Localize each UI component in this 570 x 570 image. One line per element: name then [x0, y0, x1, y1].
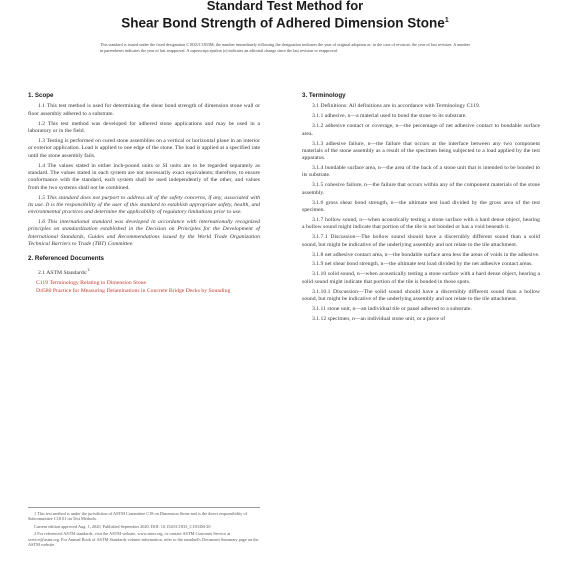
footnote: 1 This test method is under the jurisdiction of ASTM Committee C18 on Dimension Stone and is the direct responsibility of Subcommittee C18.01 on Test Methods.: [28, 511, 248, 522]
astm-standards-subheading: [28, 266, 260, 277]
terminology-paragraph: 3.1.10 solid sound, n—when acoustically testing a stone surface with a hard dense object, hearing a solid sound might indicate that portion of the tile is bonded in those spots.: [302, 271, 540, 285]
scope-paragraph: 1.3 Testing is performed on cured stone assemblies on a vertical or horizontal plane in an interior or exterior application. Load is applied to one edge of the stone. The load is applied at a specified rate until the stone assembly fails.: [28, 137, 260, 159]
terminology-paragraph: 3.1.7 hollow sound, n—when acoustically testing a stone surface with a hard dense object, hearing a hollow sound might indicate that portion of the tile is not bonded or has a void beneath it.: [302, 216, 540, 231]
terminology-paragraph: 3.1.5 cohesive failure, n—the failure that occurs within any of the component materials of the stone assembly.: [302, 182, 540, 196]
terminology-paragraph: 3.1.11 stone unit, n—an individual tile or panel adhered to a substrate.: [312, 305, 472, 312]
left-column: [28, 92, 260, 296]
reference-item[interactable]: [28, 280, 260, 287]
scope-heading: 1. Scope: [28, 92, 54, 99]
document-title: [0, 0, 570, 32]
astm-standards-label: 2.1 ASTM Standards:: [38, 269, 88, 276]
terminology-paragraph: 3.1.2 adhesive contact or coverage, n—the percentage of net adhesive contact to bondable surface area.: [302, 123, 540, 137]
terminology-paragraph: 3.1.12 specimen, n—an individual stone unit, or a piece of: [312, 315, 446, 322]
terminology-paragraph: 3.1.6 gross shear bond strength, n—the ultimate test load divided by the gross area of the test specimen.: [302, 199, 540, 214]
title-text: Shear Bond Strength of Adhered Dimension Stone: [121, 15, 445, 31]
terminology-paragraph: 3.1.10.1 Discussion—The solid sound should have a discernibly different sound than a hollow sound, but might be indicative of the underlying assembly and not relate to the tile attachment.: [302, 288, 540, 303]
scope-paragraph: 1.6 This international standard was developed in accordance with internationally recognized principles on standardization established in the Decision on Principles for the Development of International Standards, Guides and Recommendations issued by the World Trade Organization Technical Barriers to Trade (TBT) Committee.: [28, 219, 260, 248]
terminology-heading: 3. Terminology: [302, 92, 346, 99]
title-line-2: [0, 13, 570, 32]
referenced-documents-heading: 2. Referenced Documents: [28, 254, 104, 262]
scope-paragraph: 1.2 This test method was developed for adhered stone applications and may be used in a laboratory or in the field.: [28, 120, 260, 134]
footnote: 2 For referenced ASTM standards, visit the ASTM website, www.astm.org, or contact ASTM Customer Service at service@astm.org. For Annual Book of ASTM Standards volume information, refer to the standard's Document Summary page on the ASTM website.: [28, 531, 259, 548]
terminology-paragraph: 3.1 Definitions: All definitions are in accordance with Terminology C119.: [312, 103, 481, 110]
title-line-1: Standard Test Method for: [206, 0, 364, 13]
scope-paragraph: 1.5 This standard does not purport to address all of the safety concerns, if any, associated with its use. It is the responsibility of the user of this standard to establish appropriate safety, health, and environmental practices and determine the applicability of regulatory limitations prior to use.: [28, 194, 260, 216]
terminology-paragraph: 3.1.1 adhesive, n—a material used to bond the stone to its substrate.: [312, 113, 467, 120]
reference-code-link[interactable]: C119: [36, 279, 49, 286]
terminology-paragraph: 3.1.9 net shear bond strength, n—the ultimate test load divided by the net adhesive contact areas.: [312, 261, 533, 268]
reference-list: [28, 280, 260, 296]
scope-paragraph: 1.1 This test method is used for determining the shear bond strength of dimension stone wall or floor assembly adhered to a substrate.: [28, 103, 260, 117]
footnotes: [28, 507, 260, 549]
scope-paragraph: 1.4 The values stated in either inch-pound units or SI units are to be regarded separately as standard. The values stated in each system are not necessarily exact equivalents; therefore, to ensure conformance with the standard, each system shall be used independently of the other, and values from the two systems shall not be combined.: [28, 162, 260, 191]
terminology-paragraph: 3.1.7.1 Discussion—The hollow sound should have a discernibly different sound than a solid sound, but might be indicative of the underlying assembly and not relate to the tile attachment.: [302, 234, 540, 248]
right-column: [302, 92, 540, 326]
reference-code-link[interactable]: D4580: [36, 288, 52, 295]
terminology-paragraph: 3.1.8 net adhesive contact area, n—the bondable surface area less the areas of voids in the adhesive.: [312, 251, 540, 258]
reference-item[interactable]: [28, 288, 260, 295]
footnote: Current edition approved Aug. 1, 2020. Published September 2020. DOI: 10.1520/C1833_C1833M-20: [34, 523, 211, 529]
title-footnote-mark: 1: [444, 17, 449, 24]
reference-title-link[interactable]: Terminology Relating to Dimension Stone: [49, 279, 147, 286]
designation-notice: This standard is issued under the fixed designation C1833/C1833M; the number immediately following the designation indicates the year of original adoption or, in the case of revision, the year of last revision. A number in parentheses indicates the year of last reapproval. A superscript epsilon (ε) indicates an editorial change since the last revision or reapproval.: [100, 42, 470, 53]
astm-standards-footnote-mark: 2: [87, 266, 90, 272]
reference-title-link[interactable]: Practice for Measuring Delaminations in Concrete Bridge Decks by Sounding: [52, 288, 231, 295]
terminology-paragraph: 3.1.3 adhesive failure, n—the failure that occurs at the interface between any two component materials of the stone assembly as a result of the specimen being subjected to a load applied by the test apparatus.: [302, 140, 540, 162]
terminology-paragraph: 3.1.4 bondable surface area, n—the area of the back of a stone unit that is intended to be bonded to its substrate.: [302, 165, 540, 179]
